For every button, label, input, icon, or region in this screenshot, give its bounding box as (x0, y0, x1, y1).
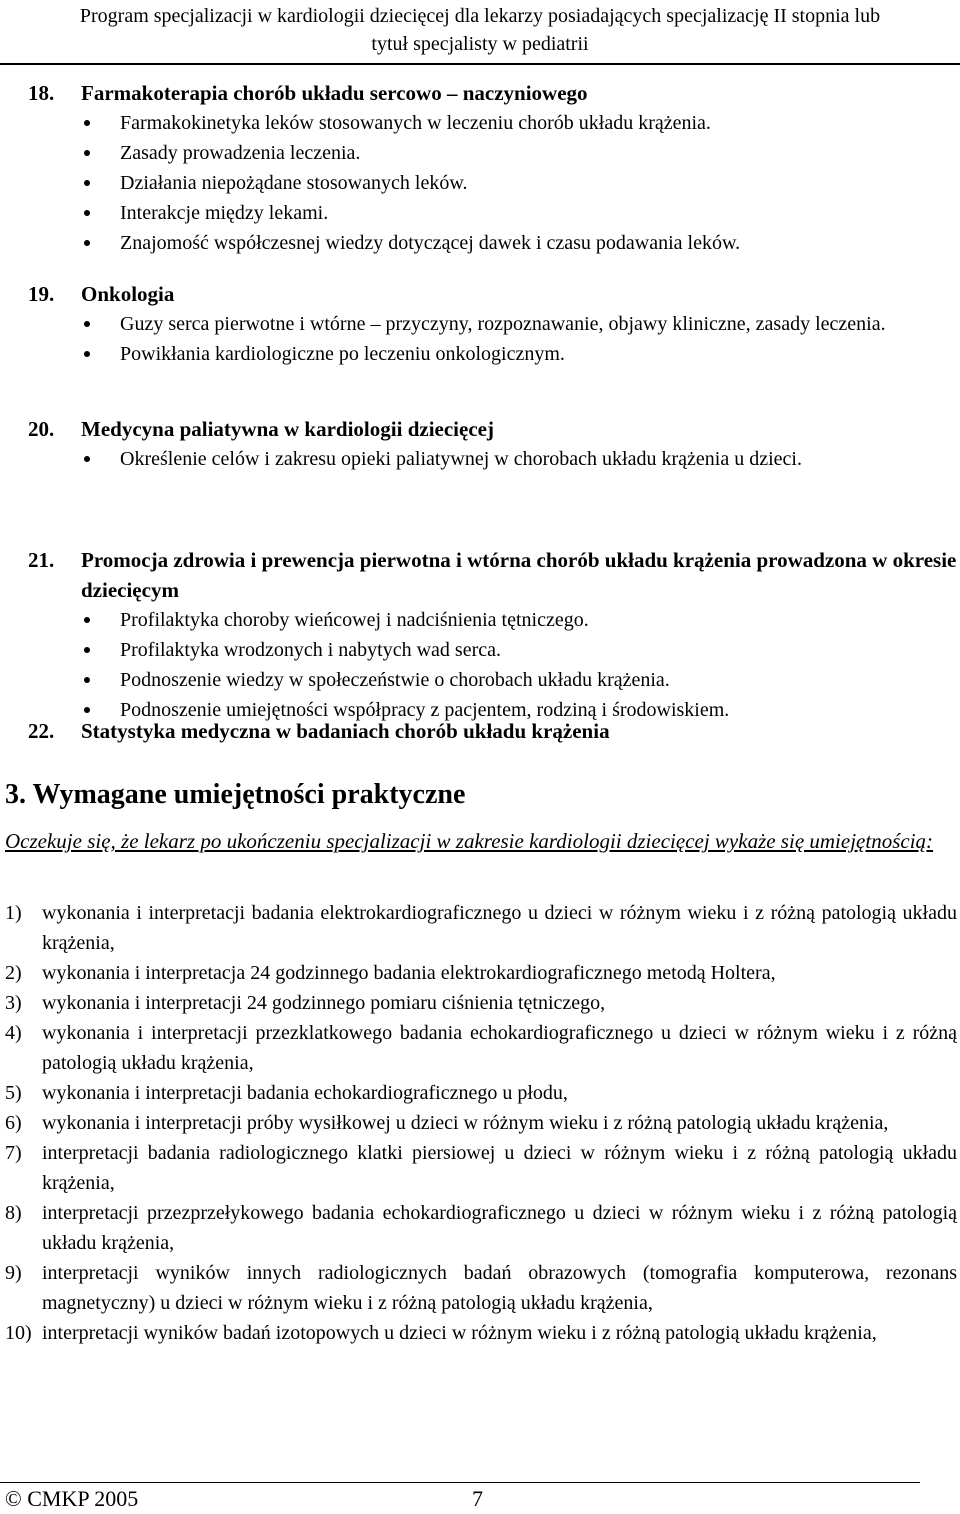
section-title (28, 279, 958, 309)
chapter-heading: 3. Wymagane umiejętności praktyczne (5, 779, 466, 810)
list-item (28, 444, 958, 474)
item-text: wykonania i interpretacji badania echokardiograficznego u płodu, (42, 1082, 568, 1104)
footer-divider (0, 1482, 920, 1483)
item-number: 1) (5, 902, 22, 924)
list-item (28, 198, 958, 228)
header-divider (0, 63, 960, 65)
list-item (5, 1108, 957, 1138)
section-title (28, 78, 958, 108)
list-item (28, 168, 958, 198)
bullet-icon (28, 168, 120, 198)
list-item (28, 108, 958, 138)
section-title (28, 545, 958, 605)
list-item (28, 665, 958, 695)
list-item-text: Znajomość współczesnej wiedzy dotyczącej dawek i czasu podawania leków. (120, 232, 741, 254)
list-item-text: Zasady prowadzenia leczenia. (120, 142, 361, 164)
section-heading: Promocja zdrowia i prewencja pierwotna i wtórna chorób układu krążenia prowadzona w okresie dziecięcym (81, 548, 957, 602)
list-item-text: Powikłania kardiologiczne po leczeniu onkologicznym. (120, 343, 565, 365)
list-item-text: Interakcje między lekami. (120, 202, 329, 224)
skills-list (5, 898, 957, 1348)
section-heading: Farmakoterapia chorób układu sercowo – naczyniowego (81, 81, 588, 105)
list-item-text: Podnoszenie wiedzy w społeczeństwie o chorobach układu krążenia. (120, 669, 670, 691)
bullet-icon (28, 198, 120, 228)
section-number: 18. (28, 81, 55, 105)
section-20 (28, 414, 958, 474)
bullet-icon (28, 339, 120, 369)
item-text: wykonania i interpretacja 24 godzinnego badania elektrokardiograficznego metodą Holtera, (42, 962, 776, 984)
item-text: wykonania i interpretacji 24 godzinnego pomiaru ciśnienia tętniczego, (42, 992, 606, 1014)
bullet-icon (28, 444, 120, 474)
list-item (5, 1138, 957, 1198)
bullet-list (28, 309, 958, 369)
list-item (5, 958, 957, 988)
item-number: 9) (5, 1262, 22, 1284)
section-title (28, 414, 958, 444)
page-number: 7 (472, 1486, 483, 1511)
page-header (0, 2, 960, 58)
item-number: 3) (5, 992, 22, 1014)
item-text: interpretacji przezprzełykowego badania echokardiograficznego u dzieci w różnym wieku i z różną patologią układu krążenia, (42, 1202, 957, 1254)
bullet-icon (28, 138, 120, 168)
bullet-icon (28, 309, 120, 339)
section-heading: Statystyka medyczna w badaniach chorób układu krążenia (81, 719, 610, 743)
item-text: wykonania i interpretacji badania elektrokardiograficznego u dzieci w różnym wieku i z różną patologią układu krążenia, (42, 902, 957, 954)
bullet-list (28, 108, 958, 258)
bullet-icon (28, 635, 120, 665)
section-22 (28, 716, 958, 746)
bullet-icon (28, 605, 120, 635)
list-item (28, 605, 958, 635)
list-item (5, 1018, 957, 1078)
list-item (5, 1258, 957, 1318)
section-heading: Medycyna paliatywna w kardiologii dziecięcej (81, 417, 494, 441)
item-number: 5) (5, 1082, 22, 1104)
bullet-icon (28, 665, 120, 695)
section-number: 22. (28, 719, 55, 743)
item-text: wykonania i interpretacji próby wysiłkowej u dzieci w różnym wieku i z różną patologią układu krążenia, (42, 1112, 889, 1134)
item-number: 8) (5, 1202, 22, 1224)
item-number: 2) (5, 962, 22, 984)
list-item-text: Farmakokinetyka leków stosowanych w leczeniu chorób układu krążenia. (120, 112, 711, 134)
item-number: 7) (5, 1142, 22, 1164)
section-number: 21. (28, 548, 55, 572)
item-text: interpretacji wyników innych radiologicznych badań obrazowych (tomografia komputerowa, rezonans magnetyczny) u dzieci w różnym wieku i z różną patologią układu krążenia, (42, 1262, 957, 1314)
item-number: 4) (5, 1022, 22, 1044)
list-item-text: Profilaktyka wrodzonych i nabytych wad serca. (120, 639, 501, 661)
item-number: 10) (5, 1322, 32, 1344)
item-number: 6) (5, 1112, 22, 1134)
list-item (28, 309, 958, 339)
intro-paragraph: Oczekuje się, że lekarz po ukończeniu specjalizacji w zakresie kardiologii dziecięcej wykaże się umiejętnością: (5, 829, 934, 853)
list-item (5, 1198, 957, 1258)
list-item (28, 138, 958, 168)
bullet-icon (28, 108, 120, 138)
list-item-text: Guzy serca pierwotne i wtórne – przyczyny, rozpoznawanie, objawy kliniczne, zasady leczenia. (120, 313, 886, 335)
header-line-1: Program specjalizacji w kardiologii dziecięcej dla lekarzy posiadających specjalizację II stopnia lub (79, 5, 881, 27)
list-item-text: Podnoszenie umiejętności współpracy z pacjentem, rodziną i środowiskiem. (120, 699, 730, 721)
list-item (5, 1318, 957, 1348)
list-item (28, 339, 958, 369)
header-line-2: tytuł specjalisty w pediatrii (371, 33, 589, 55)
section-heading: Onkologia (81, 282, 175, 306)
section-21 (28, 545, 958, 725)
list-item (5, 988, 957, 1018)
bullet-icon (28, 228, 120, 258)
list-item (5, 898, 957, 958)
section-title (28, 716, 958, 746)
section-18 (28, 78, 958, 258)
item-text: wykonania i interpretacji przezklatkowego badania echokardiograficznego u dzieci w różnym wieku i z różną patologią układu krążenia, (42, 1022, 957, 1074)
bullet-list (28, 444, 958, 474)
bullet-list (28, 605, 958, 725)
list-item-text: Profilaktyka choroby wieńcowej i nadciśnienia tętniczego. (120, 609, 589, 631)
list-item (5, 1078, 957, 1108)
section-number: 19. (28, 282, 55, 306)
list-item (28, 228, 958, 258)
list-item-text: Działania niepożądane stosowanych leków. (120, 172, 468, 194)
section-number: 20. (28, 417, 55, 441)
item-text: interpretacji wyników badań izotopowych u dzieci w różnym wieku i z różną patologią układu krążenia, (42, 1322, 877, 1344)
list-item (28, 635, 958, 665)
list-item-text: Określenie celów i zakresu opieki paliatywnej w chorobach układu krążenia u dzieci. (120, 448, 802, 470)
item-text: interpretacji badania radiologicznego klatki piersiowej u dzieci w różnym wieku i z różną patologią układu krążenia, (42, 1142, 957, 1194)
footer-copyright: © CMKP 2005 (5, 1486, 139, 1511)
section-19 (28, 279, 958, 369)
